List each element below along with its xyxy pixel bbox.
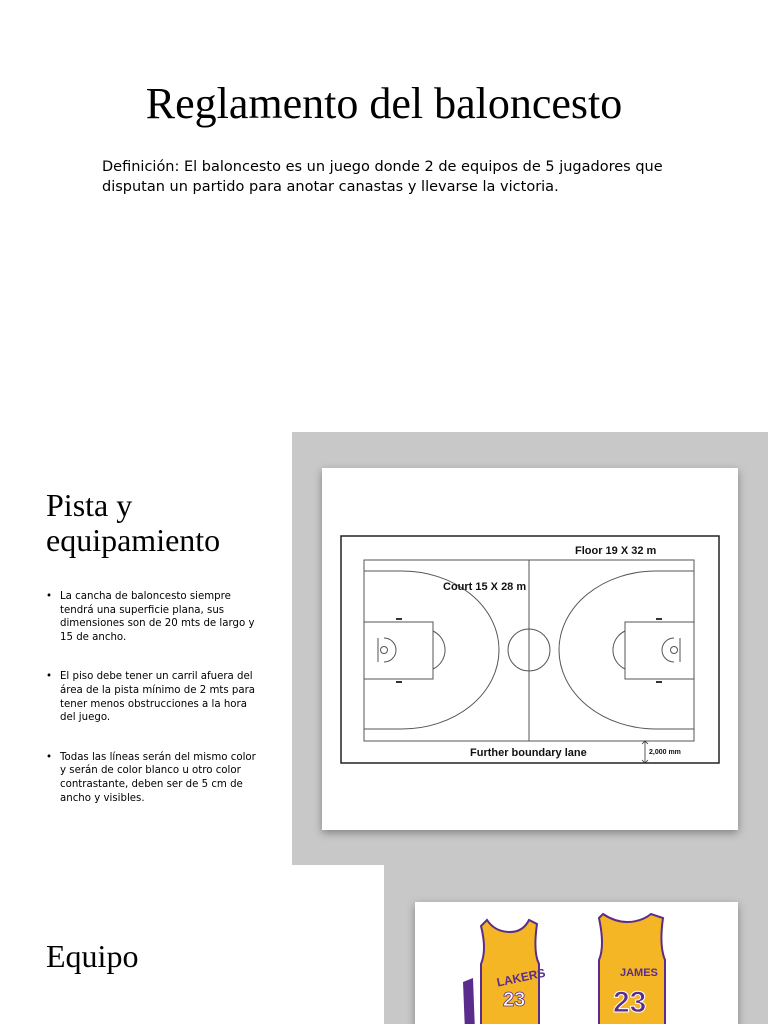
list-item: • La cancha de baloncesto siempre tendrá una superficie plana, sus dimensiones son de 20 mts de largo y 15 de ancho.	[46, 590, 260, 644]
section-title-equipment: Equipo	[46, 938, 139, 974]
restricted-arc-right	[662, 638, 674, 662]
distance-label: 2,000 mm	[649, 749, 681, 756]
slide-court	[0, 432, 768, 865]
jersey-front	[463, 920, 547, 1024]
key-right	[625, 622, 694, 679]
basket-right	[671, 647, 678, 654]
list-item: • Todas las líneas serán del mismo color y serán de color blanco u otro color contrastante, deben ser de 5 cm de ancho y visibles.	[46, 751, 260, 805]
team-name: LAKERS	[495, 965, 547, 990]
definition-text: Definición: El baloncesto es un juego donde 2 de equipos de 5 jugadores que disputan un partido para anotar canastas y llevarse la victoria.	[102, 159, 663, 195]
restricted-arc-left	[384, 638, 396, 662]
slide-equipment	[0, 865, 768, 1024]
jersey-number-back: 23	[613, 986, 647, 1019]
player-name: JAMES	[620, 967, 658, 979]
list-item: • El piso debe tener un carril afuera del área de la pista mínimo de 2 mts para tener menos obstrucciones a la hora del juego.	[46, 670, 260, 724]
jersey-image	[415, 902, 738, 1024]
court-rules-list	[46, 590, 260, 831]
three-point-line-left	[364, 571, 499, 729]
free-throw-arc-right	[613, 631, 625, 669]
page-title: Reglamento del baloncesto	[145, 79, 623, 128]
court-label: Court 15 X 28 m	[443, 581, 527, 593]
key-left	[364, 622, 433, 679]
jersey-number-front: 23	[503, 989, 526, 1011]
sleeve-purple	[463, 978, 475, 1024]
jersey-illustration	[415, 902, 738, 1024]
court-diagram	[322, 468, 738, 830]
section-title-court: Pista y equipamiento	[46, 487, 221, 558]
slide-title	[0, 0, 768, 432]
jersey-back	[599, 914, 665, 1024]
basket-left	[381, 647, 388, 654]
three-point-line-right	[559, 571, 694, 729]
boundary-label: Further boundary lane	[470, 747, 587, 759]
free-throw-arc-left	[433, 631, 445, 669]
floor-label: Floor 19 X 32 m	[575, 545, 657, 557]
court-diagram-image	[322, 468, 738, 830]
